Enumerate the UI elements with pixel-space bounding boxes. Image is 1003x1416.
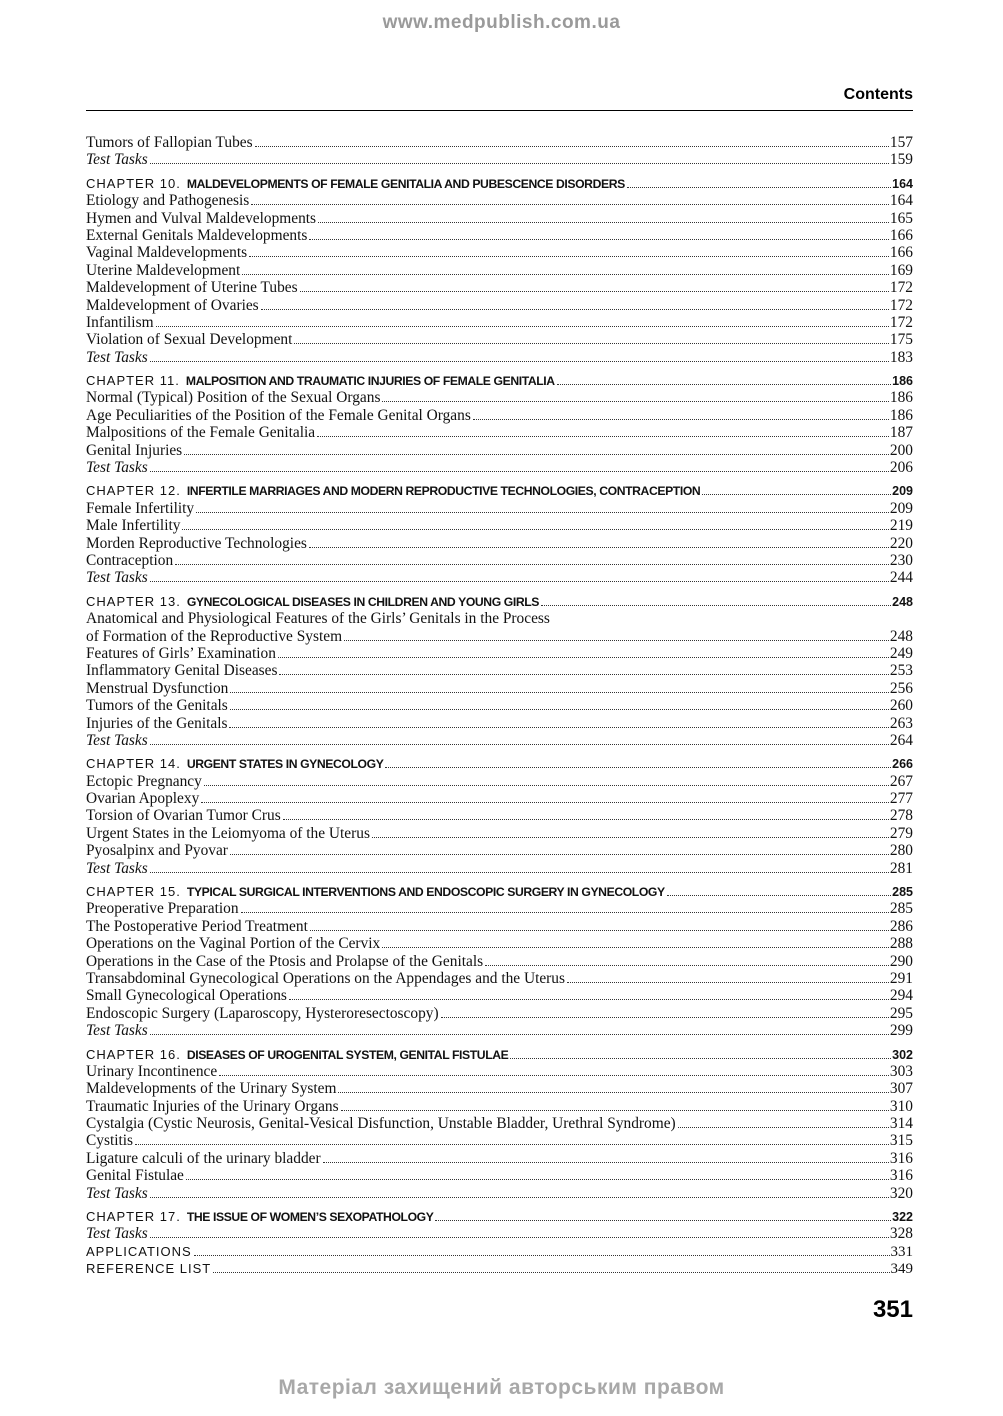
toc-entry-title: Urgent States in the Leiomyoma of the Uterus: [86, 824, 370, 842]
toc-entry[interactable]: [86, 262, 913, 279]
toc-entry-title: Anatomical and Physiological Features of the Girls’ Genitals in the Process: [86, 610, 550, 628]
dot-leader: [278, 657, 889, 658]
toc-entry-title: Test Tasks: [86, 1225, 148, 1243]
toc-entry-title: Traumatic Injuries of the Urinary Organs: [86, 1097, 339, 1115]
toc-chapter-heading[interactable]: [86, 755, 913, 772]
chapter-title: THE ISSUE OF WOMEN’S SEXOPATHOLOGY: [186, 1210, 434, 1225]
toc-entry-title: Genital Fistulae: [86, 1167, 184, 1185]
toc-chapter-heading[interactable]: [86, 1046, 913, 1063]
dot-leader: [541, 605, 891, 606]
toc-entry-title: Hymen and Vulval Maldevelopments: [86, 209, 317, 227]
toc-page-number: 316: [889, 1149, 913, 1167]
dot-leader: [150, 1197, 889, 1198]
toc-entry-title: Uterine Maldevelopment: [86, 261, 241, 279]
toc-page-number: 299: [889, 1022, 913, 1040]
dot-leader: [485, 965, 889, 966]
dot-leader: [156, 326, 889, 327]
dot-leader: [150, 471, 889, 472]
dot-leader: [196, 512, 889, 513]
toc-entry-title: Age Peculiarities of the Position of the Female Genital Organs: [86, 406, 471, 424]
toc-page-number: 290: [889, 952, 913, 970]
toc-entry-title: REFERENCE LIST: [86, 1261, 212, 1277]
dot-leader: [150, 744, 889, 745]
toc-page-number: 267: [889, 772, 913, 790]
toc-entry[interactable]: [86, 227, 913, 244]
dot-leader: [241, 912, 889, 913]
toc-entry-title: Torsion of Ovarian Tumor Crus: [86, 807, 281, 825]
toc-page-number: 288: [889, 935, 913, 953]
toc-entry[interactable]: [86, 610, 913, 627]
dot-leader: [204, 785, 889, 786]
dot-leader: [318, 222, 889, 223]
toc-entry[interactable]: [86, 151, 913, 168]
toc-page-number: 186: [892, 374, 913, 389]
toc-entry-title: Male Infertility: [86, 517, 181, 535]
toc-entry-title: Endoscopic Surgery (Laparoscopy, Hysteroresectoscopy): [86, 1004, 439, 1022]
toc-page-number: 166: [889, 244, 913, 262]
toc-page-number: 263: [889, 714, 913, 732]
toc-entry-title: Test Tasks: [86, 1022, 148, 1040]
chapter-title: GYNECOLOGICAL DISEASES IN CHILDREN AND YOUNG GIRLS: [186, 594, 540, 609]
toc-entry[interactable]: [86, 1167, 913, 1184]
toc-page-number: 166: [889, 226, 913, 244]
toc-entry-title: Maldevelopment of Ovaries: [86, 296, 259, 314]
toc-page-number: 260: [889, 697, 913, 715]
toc-entry-title: The Postoperative Period Treatment: [86, 917, 308, 935]
dot-leader: [261, 309, 889, 310]
toc-entry[interactable]: [86, 680, 913, 697]
chapter-title: MALPOSITION AND TRAUMATIC INJURIES OF FEMALE GENITALIA: [185, 374, 555, 389]
toc-entry-title: Small Gynecological Operations: [86, 987, 287, 1005]
dot-leader: [702, 494, 891, 495]
toc-page-number: 307: [889, 1080, 913, 1098]
toc-page-number: 164: [889, 192, 913, 210]
toc-entry[interactable]: [86, 900, 913, 917]
toc-page-number: 249: [889, 644, 913, 662]
toc-page-number: 219: [889, 517, 913, 535]
toc-entry[interactable]: [86, 569, 913, 586]
toc-entry[interactable]: [86, 987, 913, 1004]
dot-leader: [385, 767, 891, 768]
chapter-number: CHAPTER 10.: [86, 175, 181, 191]
chapter-title: INFERTILE MARRIAGES AND MODERN REPRODUCTIVE TECHNOLOGIES, CONTRACEPTION: [186, 484, 701, 499]
dot-leader: [309, 547, 889, 548]
toc-entry-title: Features of Girls’ Examination: [86, 644, 276, 662]
toc-entry-title: Maldevelopments of the Urinary System: [86, 1080, 337, 1098]
toc-entry[interactable]: [86, 1080, 913, 1097]
toc-entry-title: of Formation of the Reproductive System: [86, 627, 343, 645]
toc-entry[interactable]: [86, 697, 913, 714]
toc-page-number: 200: [889, 441, 913, 459]
toc-entry[interactable]: [86, 970, 913, 987]
toc-entry-title: Cystitis: [86, 1132, 134, 1150]
toc-entry[interactable]: [86, 389, 913, 406]
toc-entry[interactable]: [86, 860, 913, 877]
toc-page-number: 209: [892, 484, 913, 499]
chapter-title: TYPICAL SURGICAL INTERVENTIONS AND ENDOSCOPIC SURGERY IN GYNECOLOGY: [186, 885, 665, 900]
toc-entry[interactable]: [86, 331, 913, 348]
toc-entry[interactable]: [86, 1150, 913, 1167]
dot-leader: [219, 1075, 889, 1076]
toc-entry-title: Urinary Incontinence: [86, 1062, 218, 1080]
toc-entry-title: Etiology and Pathogenesis: [86, 192, 250, 210]
toc-entry[interactable]: [86, 134, 913, 151]
dot-leader: [150, 872, 889, 873]
dot-leader: [473, 419, 889, 420]
toc-chapter-heading[interactable]: [86, 593, 913, 610]
header-rule: [86, 110, 913, 111]
toc-page-number: 322: [892, 1210, 913, 1225]
dot-leader: [230, 692, 889, 693]
dot-leader: [184, 454, 889, 455]
toc-page-number: 186: [889, 389, 913, 407]
toc-page-number: 175: [889, 331, 913, 349]
toc-entry[interactable]: [86, 459, 913, 476]
toc-page-number: 331: [890, 1243, 913, 1260]
dot-leader: [289, 999, 889, 1000]
toc-entry[interactable]: [86, 935, 913, 952]
dot-leader: [242, 274, 889, 275]
toc-entry-title: Cystalgia (Cystic Neurosis, Genital-Vesical Disfunction, Unstable Bladder, Urethral Syndrome): [86, 1115, 676, 1133]
toc-page-number: 315: [889, 1132, 913, 1150]
dot-leader: [201, 802, 889, 803]
toc-entry-title: Operations in the Case of the Ptosis and Prolapse of the Genitals: [86, 952, 484, 970]
toc-entry[interactable]: [86, 662, 913, 679]
toc-entry-title: Test Tasks: [86, 859, 148, 877]
toc-entry-title: Test Tasks: [86, 1184, 148, 1202]
toc-entry-title: Normal (Typical) Position of the Sexual Organs: [86, 389, 381, 407]
toc-entry[interactable]: [86, 807, 913, 824]
toc-entry-title: Female Infertility: [86, 499, 195, 517]
dot-leader: [283, 819, 889, 820]
toc-entry-title: Morden Reproductive Technologies: [86, 534, 307, 552]
dot-leader: [229, 727, 888, 728]
toc-entry-title: Vaginal Maldevelopments: [86, 244, 248, 262]
toc-entry[interactable]: [86, 645, 913, 662]
dot-leader: [150, 163, 889, 164]
dot-leader: [230, 854, 889, 855]
toc-entry[interactable]: [86, 279, 913, 296]
toc-page-number: 291: [889, 969, 913, 987]
toc-page-number: 281: [889, 859, 913, 877]
dot-leader: [182, 529, 888, 530]
toc-entry-title: Transabdominal Gynecological Operations on the Appendages and the Uterus: [86, 969, 565, 987]
dot-leader: [310, 930, 889, 931]
chapter-number: CHAPTER 15.: [86, 884, 181, 900]
dot-leader: [567, 982, 889, 983]
toc-entry-title: Contraception: [86, 551, 174, 569]
toc-page-number: 248: [892, 594, 913, 609]
toc-entry[interactable]: [86, 442, 913, 459]
dot-leader: [150, 1034, 889, 1035]
toc-entry[interactable]: [86, 349, 913, 366]
toc-entry-title: Ovarian Apoplexy: [86, 790, 200, 808]
toc-entry[interactable]: [86, 1260, 913, 1277]
toc-entry[interactable]: [86, 552, 913, 569]
toc-entry[interactable]: [86, 407, 913, 424]
dot-leader: [323, 1162, 889, 1163]
toc-chapter-heading[interactable]: [86, 175, 913, 192]
dot-leader: [175, 564, 889, 565]
toc-page-number: 278: [889, 807, 913, 825]
chapter-title: MALDEVELOPMENTS OF FEMALE GENITALIA AND PUBESCENCE DISORDERS: [186, 176, 625, 191]
toc-entry-title: Tumors of Fallopian Tubes: [86, 134, 253, 151]
toc-entry[interactable]: [86, 535, 913, 552]
dot-leader: [251, 204, 889, 205]
toc-entry-title: Ectopic Pregnancy: [86, 772, 202, 790]
toc-entry[interactable]: [86, 297, 913, 314]
toc-entry[interactable]: [86, 842, 913, 859]
dot-leader: [441, 1017, 889, 1018]
toc-page-number: 248: [889, 627, 913, 645]
toc-page-number: 165: [889, 209, 913, 227]
toc-entry-title: Test Tasks: [86, 348, 148, 366]
toc-entry[interactable]: [86, 500, 913, 517]
toc-entry[interactable]: [86, 918, 913, 935]
dot-leader: [230, 709, 889, 710]
dot-leader: [150, 361, 889, 362]
dot-leader: [435, 1220, 891, 1221]
toc-page-number: 209: [889, 499, 913, 517]
toc-entry[interactable]: [86, 210, 913, 227]
page-number: 351: [872, 1296, 913, 1323]
toc-page-number: 169: [889, 261, 913, 279]
toc-page-number: 316: [889, 1167, 913, 1185]
toc-page-number: 206: [889, 459, 913, 477]
toc-entry-title: Ligature calculi of the urinary bladder: [86, 1149, 321, 1167]
toc-entry[interactable]: [86, 1132, 913, 1149]
toc-entry-title: Test Tasks: [86, 569, 148, 587]
toc-page-number: 244: [889, 569, 913, 587]
dot-leader: [510, 1058, 891, 1059]
toc-page-number: 172: [889, 296, 913, 314]
chapter-number: CHAPTER 14.: [86, 756, 181, 772]
dot-leader: [317, 436, 889, 437]
toc-entry[interactable]: [86, 1115, 913, 1132]
chapter-title: DISEASES OF UROGENITAL SYSTEM, GENITAL FISTULAE: [186, 1047, 509, 1062]
toc-page-number: 302: [892, 1047, 913, 1062]
toc-entry[interactable]: [86, 825, 913, 842]
toc-entry[interactable]: [86, 424, 913, 441]
toc-page-number: 285: [889, 900, 913, 918]
dot-leader: [372, 837, 889, 838]
toc-chapter-heading[interactable]: [86, 372, 913, 389]
chapter-number: CHAPTER 16.: [86, 1046, 181, 1062]
dot-leader: [300, 291, 889, 292]
toc-entry-title: Menstrual Dysfunction: [86, 679, 229, 697]
dot-leader: [338, 1092, 888, 1093]
toc-page-number: 183: [889, 348, 913, 366]
chapter-number: CHAPTER 17.: [86, 1209, 181, 1225]
toc-entry-title: Genital Injuries: [86, 441, 183, 459]
toc-page-number: 159: [889, 151, 913, 169]
toc-page-number: 295: [889, 1004, 913, 1022]
toc-entry[interactable]: [86, 715, 913, 732]
toc-entry[interactable]: [86, 773, 913, 790]
toc-entry[interactable]: [86, 1098, 913, 1115]
toc-entry-title: Maldevelopment of Uterine Tubes: [86, 279, 298, 297]
toc-entry-title: External Genitals Maldevelopments: [86, 226, 308, 244]
toc-entry-title: Tumors of the Genitals: [86, 697, 228, 715]
dot-leader: [213, 1272, 889, 1273]
toc-page-number: 279: [889, 824, 913, 842]
dot-leader: [249, 256, 889, 257]
toc-page-number: 187: [889, 424, 913, 442]
dot-leader: [627, 187, 891, 188]
toc-page-number: 285: [892, 885, 913, 900]
toc-page-number: 349: [890, 1261, 913, 1278]
watermark-bottom: Матеріал захищений авторським правом: [278, 1376, 725, 1399]
dot-leader: [309, 239, 889, 240]
watermark-top: www.medpublish.com.ua: [382, 12, 621, 33]
dot-leader: [294, 343, 889, 344]
toc-entry[interactable]: [86, 1063, 913, 1080]
toc-page-number: 172: [889, 279, 913, 297]
dot-leader: [678, 1127, 889, 1128]
toc-page-number: 264: [889, 731, 913, 749]
toc-page-number: 310: [889, 1097, 913, 1115]
toc-entry-title: Pyosalpinx and Pyovar: [86, 842, 228, 860]
toc-page-number: 186: [889, 406, 913, 424]
toc-page-number: 320: [889, 1184, 913, 1202]
toc-page-number: 286: [889, 917, 913, 935]
dot-leader: [557, 384, 891, 385]
toc-chapter-heading[interactable]: [86, 482, 913, 499]
dot-leader: [279, 674, 888, 675]
toc-page-number: 157: [889, 134, 913, 151]
toc-page-number: 220: [889, 534, 913, 552]
dot-leader: [255, 146, 889, 147]
dot-leader: [194, 1255, 890, 1256]
toc-entry-title: Test Tasks: [86, 731, 148, 749]
toc-entry[interactable]: [86, 790, 913, 807]
table-of-contents: [86, 134, 913, 1278]
dot-leader: [186, 1179, 889, 1180]
dot-leader: [150, 1237, 889, 1238]
toc-entry[interactable]: [86, 953, 913, 970]
toc-entry-title: Test Tasks: [86, 151, 148, 169]
dot-leader: [341, 1110, 889, 1111]
running-head: Contents: [843, 86, 913, 103]
toc-entry-title: APPLICATIONS: [86, 1243, 192, 1259]
toc-page-number: 314: [889, 1115, 913, 1133]
toc-entry[interactable]: [86, 1005, 913, 1022]
dot-leader: [135, 1144, 889, 1145]
chapter-number: CHAPTER 12.: [86, 483, 181, 499]
dot-leader: [150, 581, 889, 582]
toc-page-number: 256: [889, 679, 913, 697]
toc-page-number: 172: [889, 313, 913, 331]
toc-page-number: 266: [892, 757, 913, 772]
toc-chapter-heading[interactable]: [86, 1208, 913, 1225]
toc-entry-title: Infantilism: [86, 313, 154, 331]
toc-entry[interactable]: [86, 1225, 913, 1242]
toc-page-number: 294: [889, 987, 913, 1005]
toc-page-number: 277: [889, 790, 913, 808]
toc-chapter-heading[interactable]: [86, 883, 913, 900]
toc-entry[interactable]: [86, 192, 913, 209]
toc-entry[interactable]: [86, 244, 913, 261]
dot-leader: [382, 401, 888, 402]
dot-leader: [344, 640, 889, 641]
toc-entry-title: Test Tasks: [86, 459, 148, 477]
toc-entry[interactable]: [86, 1022, 913, 1039]
toc-entry[interactable]: [86, 1243, 913, 1260]
toc-entry-title: Inflammatory Genital Diseases: [86, 662, 278, 680]
chapter-title: URGENT STATES IN GYNECOLOGY: [186, 757, 384, 772]
toc-page-number: 280: [889, 842, 913, 860]
toc-entry[interactable]: [86, 1185, 913, 1202]
toc-entry-title: Preoperative Preparation: [86, 900, 239, 918]
toc-entry[interactable]: [86, 732, 913, 749]
toc-entry[interactable]: [86, 314, 913, 331]
dot-leader: [667, 895, 891, 896]
chapter-number: CHAPTER 11.: [86, 373, 180, 389]
toc-page-number: 253: [889, 662, 913, 680]
dot-leader: [382, 947, 889, 948]
toc-entry[interactable]: [86, 517, 913, 534]
toc-entry-title: Operations on the Vaginal Portion of the Cervix: [86, 935, 381, 953]
toc-page-number: 230: [889, 551, 913, 569]
toc-page-number: 303: [889, 1062, 913, 1080]
toc-entry-title: Injuries of the Genitals: [86, 714, 228, 732]
chapter-number: CHAPTER 13.: [86, 593, 181, 609]
toc-entry-title: Violation of Sexual Development: [86, 331, 293, 349]
toc-entry-title: Malpositions of the Female Genitalia: [86, 424, 316, 442]
toc-entry[interactable]: [86, 628, 913, 645]
toc-page-number: 164: [892, 176, 913, 191]
toc-page-number: 328: [889, 1225, 913, 1243]
